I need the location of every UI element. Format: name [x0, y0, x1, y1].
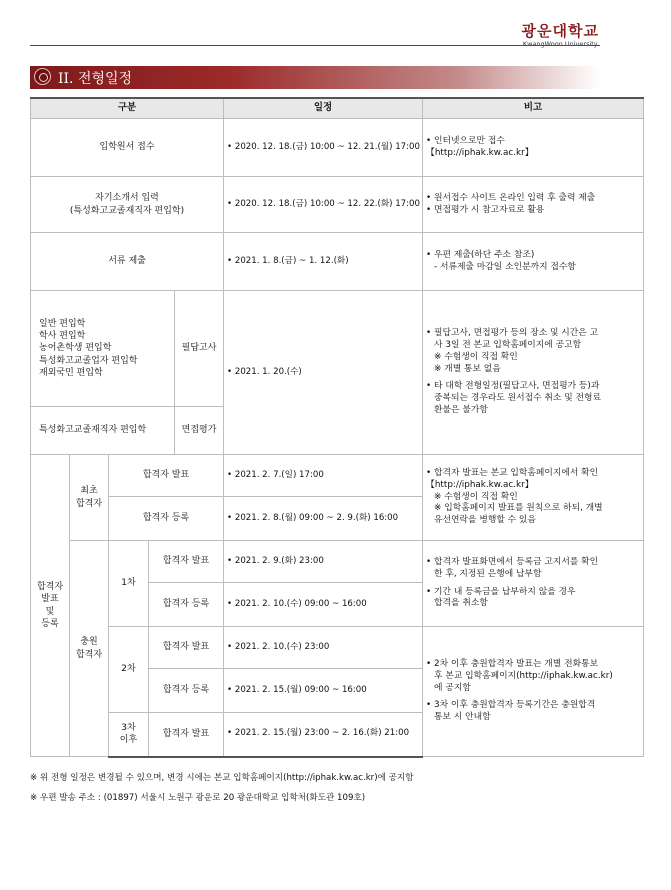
table-row: [31, 455, 644, 497]
group-item: 학사 편입학: [39, 331, 86, 342]
round3-announce-date: • 2021. 2. 15.(월) 23:00 ~ 2. 16.(화) 21:00: [224, 713, 423, 757]
note-line: 통보 시 안내함: [434, 712, 491, 723]
table-header-row: [31, 98, 644, 119]
round2-announce-label: 합격자 발표: [149, 627, 224, 669]
table-row: [31, 541, 644, 583]
group-item: 재외국민 편입학: [39, 367, 103, 378]
round1-register-label: 합격자 등록: [149, 583, 224, 627]
note-line: • 면접평가 시 참고자료로 활용: [426, 204, 545, 215]
exam-date: • 2021. 1. 20.(수): [224, 291, 423, 455]
interview-label: 면접평가: [175, 407, 224, 455]
logo-korean: 광운대학교: [521, 22, 599, 40]
exam-groups: [31, 291, 175, 407]
row-date: • 2020. 12. 18.(금) 10:00 ~ 12. 22.(화) 17:00: [224, 177, 423, 233]
row-date: • 2021. 1. 8.(금) ~ 1. 12.(화): [224, 233, 423, 291]
table-row: [31, 177, 644, 233]
round1-announce-date: • 2021. 2. 9.(화) 23:00: [224, 541, 423, 583]
note-line: • 필답고사, 면접평가 등의 장소 및 시간은 고: [426, 327, 599, 338]
footnote-schedule-change: ※ 위 전형 일정은 변경될 수 있으며, 변경 시에는 본교 입학홈페이지(http://iphak.kw.ac.kr)에 공지함: [30, 773, 414, 783]
note-line: 유선연락을 병행할 수 있음: [434, 515, 536, 526]
row-notes: [423, 119, 644, 177]
label-line: 및: [45, 606, 55, 617]
label-line: 합격자: [36, 582, 64, 593]
note-line: 사 3일 전 본교 입학홈페이지에 공고함: [434, 339, 582, 350]
logo-english: KwangWoon University: [522, 40, 598, 48]
label-line: 최초: [80, 486, 98, 497]
initial-announce-date: • 2021. 2. 7.(일) 17:00: [224, 455, 423, 497]
header-schedule: 일정: [224, 98, 423, 119]
header-remarks: 비고: [423, 98, 644, 119]
round2-register-date: • 2021. 2. 15.(월) 09:00 ~ 16:00: [224, 669, 423, 713]
label-line: 이후: [119, 735, 138, 746]
note-line: 후 본교 입학홈페이지(http://iphak.kw.ac.kr): [434, 670, 613, 681]
note-line: • 합격자 발표는 본교 입학홈페이지에서 확인: [426, 467, 599, 478]
university-logo: [522, 20, 599, 48]
round2-register-label: 합격자 등록: [149, 669, 224, 713]
footnotes: [30, 768, 414, 808]
label-line: 합격자: [75, 649, 103, 660]
table-row: [31, 627, 644, 669]
row-label: 서류 제출: [31, 233, 224, 291]
note-line: ※ 개별 통보 없음: [434, 363, 501, 374]
round2-announce-date: • 2021. 2. 10.(수) 23:00: [224, 627, 423, 669]
schedule-table: [30, 97, 644, 758]
round1-label: 1차: [109, 541, 149, 627]
initial-notes: [423, 455, 644, 541]
round1-register-date: • 2021. 2. 10.(수) 09:00 ~ 16:00: [224, 583, 423, 627]
note-line: - 서류제출 마감일 소인분까지 접수함: [434, 261, 576, 272]
note-url: 【http://iphak.kw.ac.kr】: [426, 147, 534, 158]
round2-label: 2차: [109, 627, 149, 713]
row-label: [31, 177, 224, 233]
header-category: 구분: [31, 98, 224, 119]
special-group: 특성화고교졸재직자 편입학: [31, 407, 175, 455]
note-line: 에 공지함: [434, 682, 471, 693]
section-header: [30, 66, 600, 89]
additional-label: [70, 541, 109, 757]
note-line: • 기간 내 등록금을 납부하지 않을 경우: [426, 586, 576, 597]
note-line: • 2차 이후 충원합격자 발표는 개별 전화통보: [426, 658, 599, 669]
label-line: 3차: [121, 723, 136, 734]
note-url: 【http://iphak.kw.ac.kr】: [426, 479, 534, 490]
round3-label: [109, 713, 149, 757]
round1-announce-label: 합격자 발표: [149, 541, 224, 583]
label-line: (특성화고교졸재직자 편입학): [69, 205, 185, 216]
group-item: 특성화고교졸업자 편입학: [39, 355, 138, 366]
initial-announce-label: 합격자 발표: [109, 455, 224, 497]
note-line: • 타 대학 전형일정(필답고사, 면접평가 등)과: [426, 381, 600, 392]
label-line: 충원: [80, 637, 98, 648]
section-title: II. 전형일정: [58, 71, 133, 87]
results-main-label: [31, 455, 70, 757]
note-line: 중복되는 경우라도 원서접수 취소 및 전형료: [434, 393, 601, 404]
note-line: ※ 입학홈페이지 발표를 원칙으로 하되, 개별: [434, 503, 603, 514]
label-line: 등록: [41, 618, 59, 629]
round1-notes: [423, 541, 644, 627]
row-date: • 2020. 12. 18.(금) 10:00 ~ 12. 21.(월) 17:00: [224, 119, 423, 177]
later-notes: [423, 627, 644, 757]
note-line: • 인터넷으로만 접수: [426, 135, 505, 146]
table-row: [31, 291, 644, 407]
note-line: • 3차 이후 충원합격자 등록기간은 충원합격: [426, 700, 596, 711]
label-line: 합격자: [75, 498, 103, 509]
exam-notes: [423, 291, 644, 455]
initial-register-label: 합격자 등록: [109, 497, 224, 541]
table-row: [31, 119, 644, 177]
written-exam-label: 필답고사: [175, 291, 224, 407]
note-line: • 합격자 발표화면에서 등록금 고지서를 확인: [426, 556, 599, 567]
header-divider: [30, 45, 600, 46]
note-line: • 원서접수 사이트 온라인 입력 후 출력 제출: [426, 192, 596, 203]
note-line: • 우편 제출(하단 주소 참조): [426, 249, 535, 260]
initial-label: [70, 455, 109, 541]
initial-register-date: • 2021. 2. 8.(월) 09:00 ~ 2. 9.(화) 16:00: [224, 497, 423, 541]
group-item: 농어촌학생 편입학: [39, 343, 112, 354]
note-line: 한 후, 지정된 은행에 납부함: [434, 568, 542, 579]
label-line: 자기소개서 입력: [95, 193, 159, 204]
row-notes: [423, 233, 644, 291]
table-row: [31, 233, 644, 291]
row-label: 입학원서 접수: [31, 119, 224, 177]
footnote-mailing-address: ※ 우편 발송 주소 : (01897) 서울시 노원구 광운로 20 광운대학교 입학처(화도관 109호): [30, 793, 366, 803]
round3-announce-label: 합격자 발표: [149, 713, 224, 757]
group-item: 일반 편입학: [39, 319, 86, 330]
note-line: 환불은 불가함: [434, 405, 488, 416]
label-line: 발표: [41, 594, 59, 605]
note-line: 합격을 취소함: [434, 598, 488, 609]
note-line: ※ 수험생이 직접 확인: [434, 351, 518, 362]
note-line: ※ 수험생이 직접 확인: [434, 491, 518, 502]
university-seal-icon: [34, 68, 51, 85]
row-notes: [423, 177, 644, 233]
